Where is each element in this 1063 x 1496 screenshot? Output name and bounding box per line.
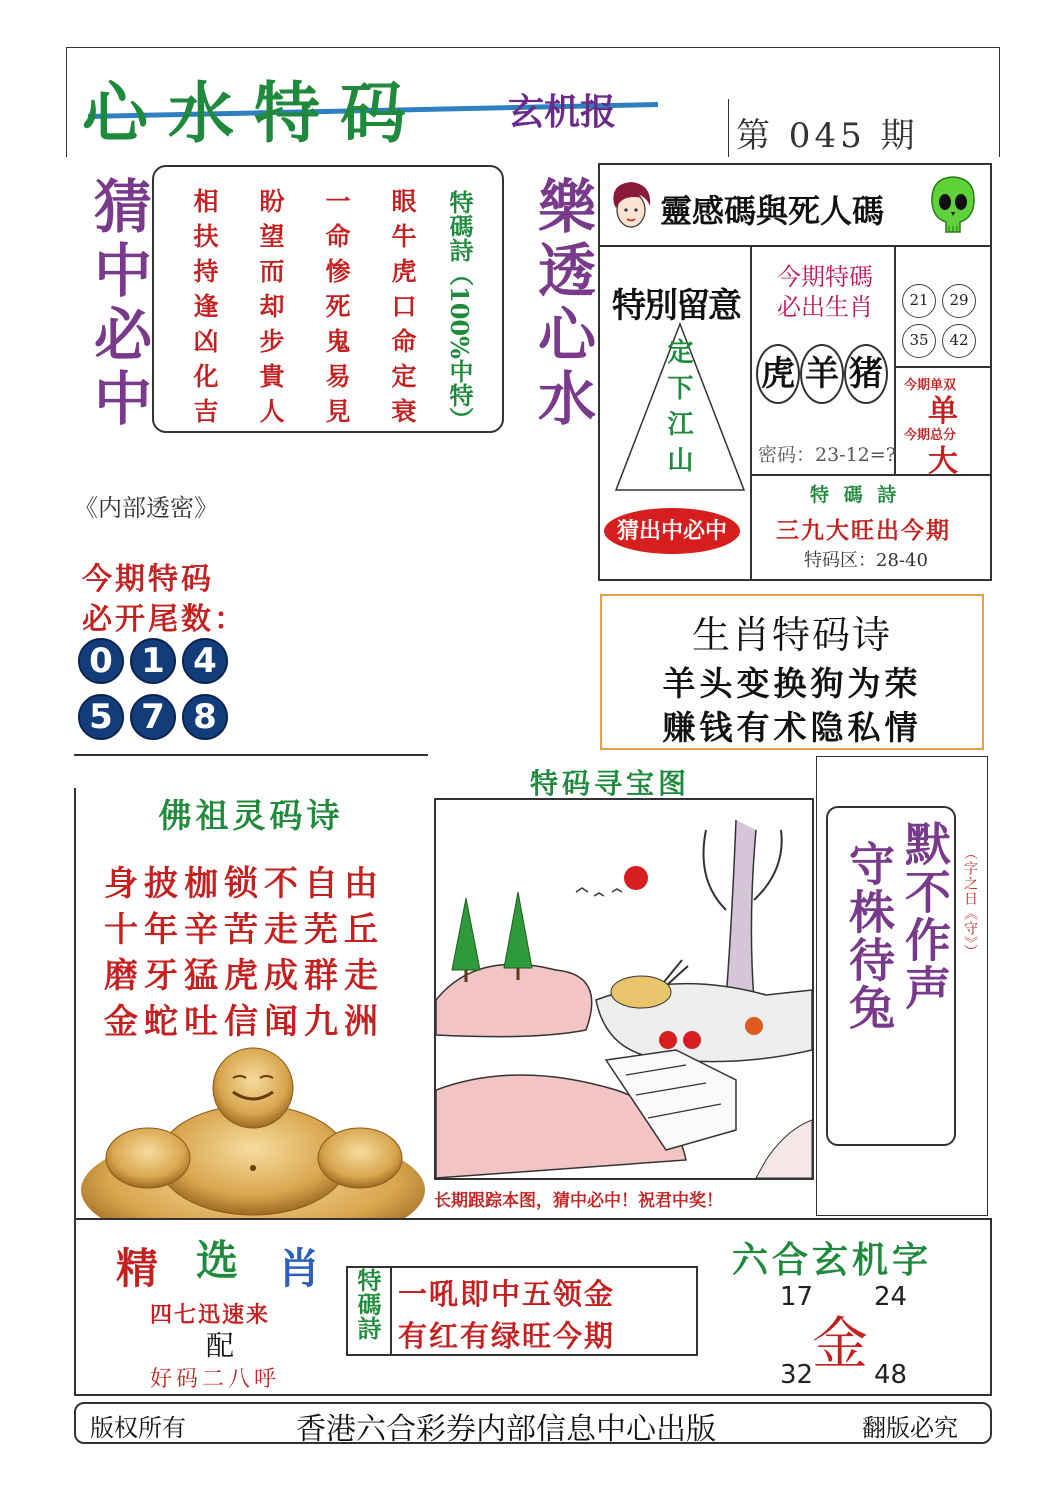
tail-label: 必开尾数： (82, 602, 247, 637)
treasure-map-illustration (436, 800, 812, 1178)
no-copy-text: 翻版必究 (862, 1414, 958, 1442)
page-title: 心水特码 (82, 74, 426, 152)
zodiac-poem-line: 羊头变换狗为荣 (662, 664, 922, 703)
buddha-poem-line: 身披枷锁不自由 (104, 864, 384, 904)
mystic-number: 17 (780, 1282, 814, 1312)
left-vertical-title: 猜中必中 (84, 176, 152, 432)
today-zodiac-label (760, 262, 890, 322)
tm-zone: 特码区：28-40 (804, 550, 928, 571)
zodiac-poem-title: 生肖特码诗 (691, 613, 892, 657)
select-zodiac-char: 选 (196, 1236, 239, 1285)
number-circle: 42 (942, 324, 976, 358)
number-circle: 35 (902, 324, 936, 358)
odd-even-label: 今期单双 (904, 378, 957, 393)
divider (894, 366, 990, 368)
zodiac-circle: 羊 (800, 344, 844, 404)
number-ball: 4 (182, 638, 228, 684)
publisher-text: 香港六合彩券内部信息中心出版 (296, 1412, 716, 1447)
bottom-poem-line: 有红有绿旺今期 (398, 1319, 616, 1353)
buddha-poem-line: 金蛇吐信闻九洲 (104, 1002, 384, 1042)
secret-label: 《内部透密》 (74, 494, 218, 522)
buddha-statue-image (78, 1040, 428, 1218)
poem-column: 一命惨死鬼易見 (322, 188, 351, 433)
mystic-char: 金 (812, 1312, 868, 1377)
number-circle: 21 (902, 284, 936, 318)
number-ball: 8 (182, 694, 228, 740)
page-subtitle: 玄机报 (508, 91, 617, 133)
zodiac-poem-line: 赚钱有术隐私情 (662, 708, 922, 747)
number-circle: 29 (942, 284, 976, 318)
riddle-hint: （字之日《守》） (962, 846, 978, 959)
zodiac-hint-line: 好码二八呼 (150, 1367, 281, 1392)
copyright-text: 版权所有 (90, 1414, 186, 1442)
code-hint: 密码：23-12=? (758, 444, 896, 466)
riddle-column: 默不作声 (898, 820, 952, 1012)
riddle-column: 守株待兔 (842, 840, 896, 1032)
zodiac-hint-line: 四七迅速来 (150, 1302, 271, 1328)
odd-even-value: 单 (928, 394, 958, 429)
buddha-poem-line: 十年辛苦走芜丘 (104, 910, 384, 950)
triangle-text: 定下江山 (663, 338, 693, 482)
number-ball: 7 (130, 694, 176, 740)
alien-skull-icon (928, 174, 978, 236)
special-notice: 特別留意 (612, 286, 740, 326)
today-zodiac-label-line: 必出生肖 (777, 293, 873, 321)
tm-poem-label: 特 碼 詩 (810, 484, 901, 506)
total-value: 大 (928, 444, 958, 479)
tail-label: 今期特码 (82, 562, 214, 597)
today-zodiac-label-line: 今期特碼 (777, 263, 873, 291)
bottom-poem-line: 一吼即中五领金 (398, 1277, 616, 1311)
treasure-map-title: 特码寻宝图 (530, 767, 691, 800)
total-label: 今期总分 (904, 428, 957, 443)
zodiac-circle: 虎 (756, 344, 800, 404)
issue-number: 第 045 期 (736, 116, 919, 156)
guess-badge: 猜出中必中 (604, 508, 740, 554)
buddha-poem-line: 磨牙猛虎成群走 (104, 956, 384, 996)
zodiac-hint-pei: 配 (206, 1329, 235, 1362)
poem-column: 相扶持逢凶化吉 (190, 188, 219, 433)
poem-column: 眼牛虎口命定衰 (388, 188, 417, 433)
select-zodiac-char: 精 (116, 1244, 159, 1293)
select-zodiac-char: 肖 (278, 1244, 321, 1293)
bottom-poem-label: 特碼詩 (353, 1268, 382, 1340)
buddha-poem-title: 佛祖灵码诗 (158, 796, 344, 835)
mystic-number: 48 (874, 1360, 908, 1390)
number-ball: 1 (130, 638, 176, 684)
mystic-number: 32 (780, 1360, 814, 1390)
poem-column: 盼望而却步貴人 (256, 188, 285, 433)
tm-poem-line: 三九大旺出今期 (776, 517, 951, 544)
right-vertical-title: 樂透心水 (528, 176, 596, 432)
number-ball: 0 (78, 638, 124, 684)
treasure-map-caption: 长期跟踪本图，猜中必中！祝君中奖！ (434, 1191, 723, 1211)
number-ball: 5 (78, 694, 124, 740)
poem-title: 特碼詩（100%中特） (445, 190, 474, 431)
divider (74, 754, 428, 756)
ghost-code-title: 靈感碼與死人碼 (660, 192, 885, 230)
mystic-char-title: 六合玄机字 (732, 1239, 933, 1281)
face-icon (606, 178, 656, 234)
mystic-number: 24 (874, 1282, 908, 1312)
zodiac-circle: 猪 (844, 344, 888, 404)
divider (750, 247, 752, 581)
